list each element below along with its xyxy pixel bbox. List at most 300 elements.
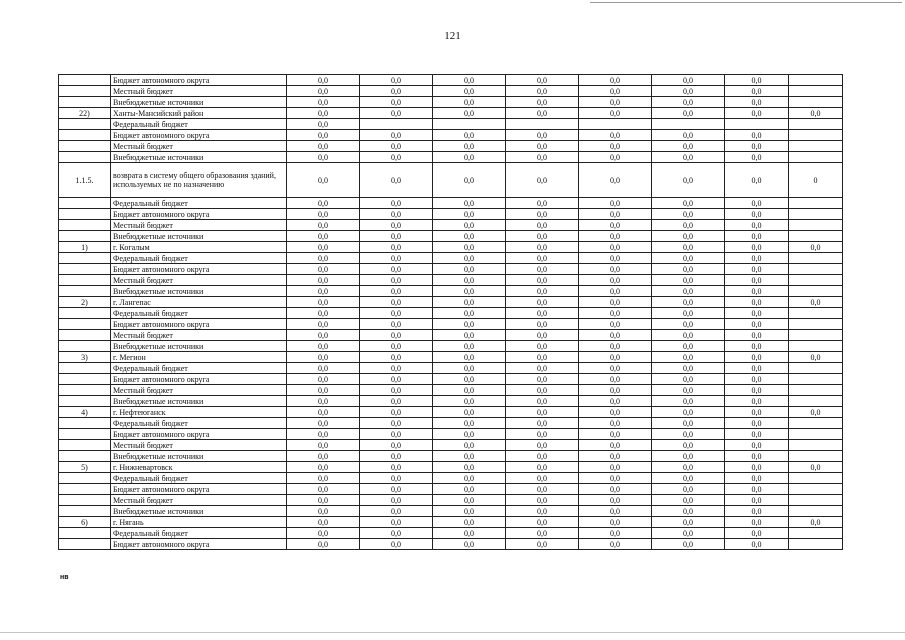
value-cell: 0,0	[433, 130, 506, 141]
value-cell: 0,0	[725, 297, 789, 308]
value-cell: 0,0	[506, 451, 579, 462]
value-cell	[789, 308, 843, 319]
value-cell: 0,0	[789, 407, 843, 418]
value-cell: 0,0	[506, 440, 579, 451]
value-cell: 0,0	[433, 374, 506, 385]
value-cell: 0,0	[360, 198, 433, 209]
row-index	[59, 451, 111, 462]
row-index	[59, 130, 111, 141]
value-cell: 0,0	[433, 495, 506, 506]
value-cell: 0,0	[506, 495, 579, 506]
row-name: Внебюджетные источники	[111, 341, 287, 352]
value-cell: 0,0	[506, 363, 579, 374]
value-cell: 0,0	[725, 374, 789, 385]
value-cell: 0,0	[579, 352, 652, 363]
value-cell	[789, 119, 843, 130]
table-row	[59, 495, 843, 506]
value-cell: 0,0	[287, 242, 360, 253]
row-name: г. Нефтеюганск	[111, 407, 287, 418]
row-name: Внебюджетные источники	[111, 97, 287, 108]
row-index	[59, 330, 111, 341]
value-cell: 0,0	[652, 407, 725, 418]
row-name: г. Когалым	[111, 242, 287, 253]
value-cell: 0,0	[652, 163, 725, 198]
value-cell: 0,0	[725, 75, 789, 86]
table-row	[59, 473, 843, 484]
value-cell	[789, 75, 843, 86]
value-cell: 0,0	[579, 484, 652, 495]
value-cell: 0,0	[433, 297, 506, 308]
table-row	[59, 97, 843, 108]
value-cell	[789, 484, 843, 495]
row-name: Бюджет автономного округа	[111, 209, 287, 220]
value-cell: 0,0	[652, 429, 725, 440]
value-cell: 0,0	[287, 385, 360, 396]
row-name: г. Нижневартовск	[111, 462, 287, 473]
value-cell: 0,0	[579, 198, 652, 209]
row-name: Федеральный бюджет	[111, 119, 287, 130]
value-cell: 0,0	[506, 220, 579, 231]
value-cell: 0,0	[579, 231, 652, 242]
value-cell: 0,0	[360, 352, 433, 363]
value-cell: 0,0	[506, 374, 579, 385]
row-name: г. Нягань	[111, 517, 287, 528]
value-cell: 0,0	[652, 264, 725, 275]
value-cell: 0,0	[360, 275, 433, 286]
value-cell: 0,0	[725, 308, 789, 319]
value-cell: 0,0	[506, 231, 579, 242]
row-index	[59, 374, 111, 385]
row-index	[59, 97, 111, 108]
value-cell: 0,0	[725, 352, 789, 363]
row-name: Федеральный бюджет	[111, 473, 287, 484]
value-cell: 0,0	[652, 451, 725, 462]
value-cell: 0,0	[433, 528, 506, 539]
value-cell: 0,0	[652, 462, 725, 473]
value-cell: 0,0	[725, 319, 789, 330]
value-cell: 0,0	[579, 97, 652, 108]
value-cell: 0,0	[652, 286, 725, 297]
value-cell: 0,0	[725, 528, 789, 539]
table-row	[59, 308, 843, 319]
value-cell: 0,0	[579, 141, 652, 152]
value-cell: 0,0	[506, 517, 579, 528]
value-cell	[789, 528, 843, 539]
value-cell: 0,0	[360, 242, 433, 253]
value-cell: 0,0	[579, 275, 652, 286]
row-index: 1)	[59, 242, 111, 253]
value-cell: 0,0	[725, 440, 789, 451]
row-index	[59, 141, 111, 152]
value-cell	[789, 209, 843, 220]
table-row	[59, 209, 843, 220]
value-cell: 0,0	[652, 495, 725, 506]
value-cell: 0,0	[725, 242, 789, 253]
page-number: 121	[444, 30, 461, 42]
value-cell: 0,0	[652, 440, 725, 451]
value-cell: 0,0	[725, 330, 789, 341]
value-cell: 0,0	[287, 152, 360, 163]
table-row	[59, 363, 843, 374]
table-row	[59, 374, 843, 385]
value-cell: 0,0	[579, 286, 652, 297]
value-cell	[789, 506, 843, 517]
value-cell	[789, 539, 843, 550]
value-cell: 0,0	[725, 231, 789, 242]
value-cell: 0,0	[506, 253, 579, 264]
row-index: 5)	[59, 462, 111, 473]
value-cell: 0,0	[725, 220, 789, 231]
value-cell: 0,0	[360, 495, 433, 506]
value-cell: 0,0	[579, 75, 652, 86]
value-cell	[789, 264, 843, 275]
value-cell: 0,0	[506, 130, 579, 141]
table-row	[59, 484, 843, 495]
value-cell: 0,0	[652, 242, 725, 253]
value-cell: 0,0	[433, 451, 506, 462]
value-cell: 0,0	[652, 330, 725, 341]
row-index	[59, 253, 111, 264]
value-cell: 0,0	[360, 319, 433, 330]
row-index: 2)	[59, 297, 111, 308]
value-cell	[789, 198, 843, 209]
value-cell: 0,0	[579, 418, 652, 429]
value-cell: 0,0	[579, 473, 652, 484]
value-cell	[789, 152, 843, 163]
value-cell	[789, 418, 843, 429]
value-cell: 0,0	[360, 141, 433, 152]
value-cell: 0,0	[433, 231, 506, 242]
value-cell: 0,0	[789, 517, 843, 528]
value-cell: 0,0	[433, 286, 506, 297]
value-cell: 0,0	[506, 97, 579, 108]
value-cell: 0,0	[652, 473, 725, 484]
row-index	[59, 209, 111, 220]
value-cell: 0,0	[360, 297, 433, 308]
value-cell: 0,0	[287, 407, 360, 418]
value-cell	[789, 495, 843, 506]
row-name: г. Мегион	[111, 352, 287, 363]
value-cell: 0,0	[506, 418, 579, 429]
row-index	[59, 341, 111, 352]
value-cell: 0,0	[287, 374, 360, 385]
row-name: Внебюджетные источники	[111, 396, 287, 407]
table-row	[59, 462, 843, 473]
value-cell: 0,0	[360, 308, 433, 319]
value-cell	[579, 119, 652, 130]
row-name: Местный бюджет	[111, 330, 287, 341]
value-cell: 0,0	[433, 539, 506, 550]
value-cell: 0,0	[360, 253, 433, 264]
value-cell: 0,0	[725, 264, 789, 275]
value-cell: 0,0	[652, 75, 725, 86]
table-row	[59, 119, 843, 130]
row-name: Федеральный бюджет	[111, 418, 287, 429]
table-row	[59, 396, 843, 407]
value-cell: 0,0	[725, 209, 789, 220]
value-cell	[789, 141, 843, 152]
table-row	[59, 528, 843, 539]
value-cell: 0,0	[652, 363, 725, 374]
value-cell: 0,0	[433, 242, 506, 253]
value-cell: 0,0	[725, 407, 789, 418]
value-cell: 0,0	[360, 330, 433, 341]
value-cell: 0,0	[287, 495, 360, 506]
table-row	[59, 506, 843, 517]
row-index	[59, 119, 111, 130]
value-cell: 0,0	[287, 86, 360, 97]
value-cell: 0,0	[433, 462, 506, 473]
value-cell: 0,0	[287, 506, 360, 517]
value-cell: 0,0	[360, 440, 433, 451]
value-cell: 0,0	[652, 297, 725, 308]
value-cell: 0,0	[789, 462, 843, 473]
table-row	[59, 539, 843, 550]
value-cell: 0,0	[287, 231, 360, 242]
value-cell: 0,0	[433, 484, 506, 495]
value-cell: 0,0	[725, 385, 789, 396]
row-index	[59, 484, 111, 495]
value-cell: 0,0	[287, 396, 360, 407]
table-row	[59, 152, 843, 163]
table-row	[59, 429, 843, 440]
row-name: Федеральный бюджет	[111, 198, 287, 209]
table-row	[59, 141, 843, 152]
value-cell: 0,0	[506, 297, 579, 308]
value-cell: 0,0	[360, 407, 433, 418]
value-cell	[789, 429, 843, 440]
value-cell: 0,0	[652, 341, 725, 352]
value-cell: 0,0	[360, 152, 433, 163]
value-cell: 0,0	[579, 506, 652, 517]
value-cell: 0,0	[433, 418, 506, 429]
value-cell: 0,0	[506, 75, 579, 86]
value-cell: 0,0	[579, 264, 652, 275]
value-cell: 0,0	[287, 451, 360, 462]
row-index	[59, 363, 111, 374]
value-cell: 0,0	[433, 330, 506, 341]
value-cell: 0,0	[360, 462, 433, 473]
row-index	[59, 528, 111, 539]
table-row	[59, 418, 843, 429]
table-row	[59, 242, 843, 253]
value-cell: 0,0	[725, 341, 789, 352]
row-index	[59, 506, 111, 517]
value-cell: 0,0	[506, 198, 579, 209]
value-cell: 0,0	[433, 75, 506, 86]
value-cell: 0,0	[360, 528, 433, 539]
value-cell: 0,0	[360, 286, 433, 297]
value-cell: 0,0	[579, 220, 652, 231]
value-cell: 0,0	[433, 198, 506, 209]
value-cell: 0,0	[579, 163, 652, 198]
table-row	[59, 75, 843, 86]
value-cell: 0,0	[652, 418, 725, 429]
value-cell: 0,0	[579, 517, 652, 528]
value-cell: 0,0	[506, 163, 579, 198]
row-index	[59, 152, 111, 163]
table-row	[59, 220, 843, 231]
value-cell: 0,0	[506, 539, 579, 550]
value-cell: 0,0	[287, 297, 360, 308]
row-index: 1.1.5.	[59, 163, 111, 198]
table-row	[59, 330, 843, 341]
row-name: Бюджет автономного округа	[111, 429, 287, 440]
row-index	[59, 418, 111, 429]
row-name: Бюджет автономного округа	[111, 75, 287, 86]
value-cell: 0,0	[360, 517, 433, 528]
value-cell: 0,0	[652, 506, 725, 517]
value-cell: 0,0	[579, 152, 652, 163]
row-name: Местный бюджет	[111, 440, 287, 451]
value-cell: 0,0	[360, 86, 433, 97]
value-cell: 0,0	[360, 484, 433, 495]
row-index: 4)	[59, 407, 111, 418]
value-cell: 0,0	[506, 528, 579, 539]
value-cell	[789, 440, 843, 451]
value-cell: 0,0	[433, 308, 506, 319]
value-cell: 0,0	[725, 198, 789, 209]
value-cell: 0,0	[433, 517, 506, 528]
value-cell: 0,0	[506, 264, 579, 275]
table-row	[59, 130, 843, 141]
table-row	[59, 275, 843, 286]
row-index	[59, 440, 111, 451]
value-cell: 0,0	[433, 141, 506, 152]
value-cell: 0,0	[433, 341, 506, 352]
value-cell: 0,0	[287, 330, 360, 341]
value-cell: 0,0	[506, 209, 579, 220]
scan-edge-top	[590, 2, 902, 3]
value-cell: 0,0	[433, 264, 506, 275]
value-cell: 0,0	[506, 275, 579, 286]
value-cell: 0,0	[287, 75, 360, 86]
value-cell: 0,0	[433, 363, 506, 374]
value-cell: 0,0	[287, 341, 360, 352]
row-name: Бюджет автономного округа	[111, 264, 287, 275]
value-cell: 0,0	[652, 539, 725, 550]
value-cell	[789, 231, 843, 242]
value-cell: 0,0	[652, 385, 725, 396]
row-name: Местный бюджет	[111, 495, 287, 506]
row-index	[59, 86, 111, 97]
value-cell: 0,0	[506, 429, 579, 440]
row-index	[59, 275, 111, 286]
value-cell: 0,0	[506, 108, 579, 119]
value-cell: 0,0	[506, 407, 579, 418]
row-index	[59, 198, 111, 209]
table-row	[59, 451, 843, 462]
value-cell: 0,0	[725, 517, 789, 528]
value-cell: 0,0	[433, 440, 506, 451]
row-index	[59, 264, 111, 275]
value-cell: 0,0	[579, 528, 652, 539]
value-cell: 0,0	[433, 473, 506, 484]
value-cell: 0,0	[652, 275, 725, 286]
value-cell: 0,0	[725, 97, 789, 108]
value-cell: 0,0	[287, 352, 360, 363]
value-cell: 0,0	[360, 163, 433, 198]
value-cell: 0,0	[725, 286, 789, 297]
row-name: Федеральный бюджет	[111, 253, 287, 264]
value-cell: 0,0	[652, 108, 725, 119]
row-index	[59, 539, 111, 550]
row-index: 3)	[59, 352, 111, 363]
value-cell: 0,0	[287, 97, 360, 108]
value-cell: 0,0	[287, 163, 360, 198]
value-cell: 0,0	[506, 141, 579, 152]
row-name: Внебюджетные источники	[111, 231, 287, 242]
row-name: Внебюджетные источники	[111, 152, 287, 163]
value-cell: 0,0	[579, 451, 652, 462]
table-row	[59, 517, 843, 528]
value-cell: 0,0	[725, 462, 789, 473]
value-cell: 0,0	[579, 495, 652, 506]
value-cell: 0,0	[652, 198, 725, 209]
value-cell: 0,0	[579, 396, 652, 407]
value-cell: 0,0	[287, 539, 360, 550]
value-cell	[789, 451, 843, 462]
value-cell: 0,0	[287, 286, 360, 297]
value-cell: 0,0	[433, 209, 506, 220]
value-cell: 0,0	[506, 506, 579, 517]
row-index	[59, 385, 111, 396]
row-name: Бюджет автономного округа	[111, 484, 287, 495]
row-index	[59, 231, 111, 242]
value-cell: 0,0	[652, 220, 725, 231]
value-cell: 0,0	[433, 506, 506, 517]
value-cell: 0,0	[725, 152, 789, 163]
value-cell: 0,0	[360, 209, 433, 220]
value-cell: 0,0	[725, 108, 789, 119]
value-cell: 0,0	[652, 130, 725, 141]
value-cell: 0,0	[652, 86, 725, 97]
value-cell	[789, 473, 843, 484]
value-cell: 0,0	[287, 363, 360, 374]
value-cell: 0,0	[579, 407, 652, 418]
row-name: Бюджет автономного округа	[111, 130, 287, 141]
value-cell	[789, 385, 843, 396]
value-cell: 0,0	[506, 352, 579, 363]
value-cell: 0,0	[506, 484, 579, 495]
value-cell: 0,0	[579, 341, 652, 352]
value-cell: 0,0	[506, 152, 579, 163]
value-cell: 0,0	[579, 385, 652, 396]
value-cell: 0,0	[652, 141, 725, 152]
value-cell: 0,0	[652, 528, 725, 539]
row-index	[59, 308, 111, 319]
row-name: Местный бюджет	[111, 220, 287, 231]
budget-table	[58, 74, 843, 550]
value-cell: 0,0	[579, 319, 652, 330]
value-cell: 0,0	[287, 275, 360, 286]
value-cell: 0,0	[287, 308, 360, 319]
table-row	[59, 352, 843, 363]
value-cell: 0,0	[579, 330, 652, 341]
row-name: Внебюджетные источники	[111, 451, 287, 462]
value-cell: 0,0	[579, 462, 652, 473]
value-cell: 0,0	[789, 108, 843, 119]
value-cell: 0,0	[725, 484, 789, 495]
value-cell: 0,0	[433, 352, 506, 363]
value-cell: 0,0	[579, 86, 652, 97]
value-cell	[789, 341, 843, 352]
value-cell: 0,0	[360, 220, 433, 231]
value-cell: 0,0	[725, 253, 789, 264]
row-index	[59, 495, 111, 506]
value-cell	[433, 119, 506, 130]
value-cell	[725, 119, 789, 130]
